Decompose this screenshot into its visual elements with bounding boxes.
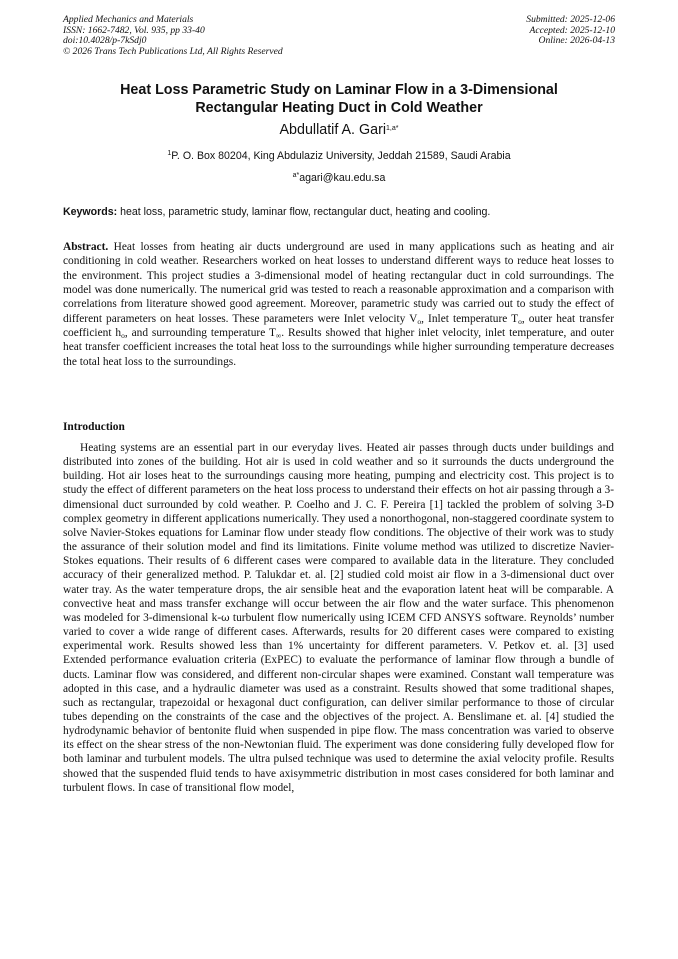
- header-right: [526, 15, 615, 47]
- online-date: Online: 2026-04-13: [538, 35, 615, 47]
- copyright: © 2026 Trans Tech Publications Ltd, All Rights Reserved: [63, 45, 283, 57]
- title-line-1: Heat Loss Parametric Study on Laminar Flow in a 3-Dimensional: [120, 82, 558, 98]
- abstract: [63, 240, 614, 369]
- title-line-2: Rectangular Heating Duct in Cold Weather: [195, 99, 483, 116]
- accepted-date: Accepted: 2025-12-10: [529, 24, 615, 36]
- abstract-sub-4: ∞: [275, 331, 282, 341]
- affiliation-superscript: 1: [167, 150, 172, 157]
- abstract-text-5: . Results showed that higher inlet velocity, inlet temperature, and outer heat transfer coefficient increases the total heat loss to the surroundings while higher surrounding temperature decreases the total heat loss to the surroundings.: [63, 327, 614, 368]
- abstract-text-1: Heat losses from heating air ducts underground are used in many applications such as heating and air conditioning in cold weather. Researchers worked on heat losses to understand different ways to reduce heat losses to the environment. This project studies a 3-dimensional model of heating rectangular duct in cold surroundings. The model was done numerically. The numerical grid was tested to reach a reasonable approximation and a comparison with correlations from literature showed good agreement. Moreover, parametric study was carried out to study the effect of different parameters on heat losses. These parameters were Inlet velocity V: [63, 241, 614, 325]
- abstract-text-2: , Inlet temperature T: [421, 312, 519, 325]
- intro-text-1: Heating systems are an essential part in our everyday lives. Heated air passes through ducts under buildings and distributed into zones of the building. Hot air is used in cold weather and so it surrounds the ducts underground the building. Hot air loses heat to the surroundings causing more heating, pumping and electricity cost. This project is to study the effect of different parameters on the heat loss process to understand their effects on hot air passing through a 3-dimensional duct surrounded by cold weather. P. Coelho and J. C. F. Pereira [1] tackled the problem of solving 3-D complex geometry in different applications numerically. They used a nonorthogonal, non-staggered coordinate system to solve Navier-Stokes equations for Laminar flow under steady flow conditions. The objective of their work was to study the assurance of their solution model and find its limitations. Finite volume method was utilized to discretize Navier-Stokes equations. Their results of 6 different cases were compared to available data in the literature. They concluded accuracy of their generalized method. P. Talukdar et. al. [2] studied cold moist air flow in a 3-dimensional duct over water tray. As the water temperature drops, the air sensible heat and the evaporation latent heat will be comparable. A convective heat and mass transfer exchange will occur between the air flow and the water surface. This phenomenon was modeled for 3-dimensional k-: [63, 442, 614, 624]
- doi[interactable]: doi:10.4028/p-7kSdj0: [63, 35, 147, 47]
- author-name: Abdullatif A. Gari: [279, 122, 387, 138]
- keywords-text: heat loss, parametric study, laminar flow, rectangular duct, heating and cooling.: [120, 206, 491, 218]
- email-superscript: a*: [292, 172, 300, 179]
- omega-symbol: ω: [221, 611, 230, 624]
- email-line: [40, 172, 638, 185]
- header-left: [63, 15, 283, 57]
- abstract-label: Abstract.: [63, 241, 109, 253]
- introduction-heading: Introduction: [63, 421, 125, 433]
- paper-title: [40, 82, 638, 117]
- abstract-sub-3: o: [121, 331, 125, 341]
- abstract-sub-1: o: [417, 316, 422, 326]
- email-address[interactable]: agari@kau.edu.sa: [299, 172, 386, 184]
- abstract-text-4: , and surrounding temperature T: [124, 327, 276, 340]
- intro-text-2: turbulent flow numerically using ICEM CFD ANSYS software. Reynolds’ number varied to cover a wide range of different cases. Afterwards, results for 20 different cases were compared to existing experimental work. Results showed less than 1% uncertainty for different parameters. V. Petkov et. al. [3] used Extended performance evaluation criteria (ExPEC) to evaluate the performance of laminar flow through a bundle of ducts. Laminar flow was considered, and different non-circular shapes were examined. Constant wall temperature was adopted in this case, and a hydraulic diameter was used as a constraint. Results showed that some traditional shapes, such as rectangular, trapezoidal or hexagonal duct configuration, can deliver similar performance to those of circular tubes depending on the constraints of the case and the objectives of the project. A. Benslimane et. al. [4] studied the hydrodynamic behavior of bentonite fluid when suspended in pipe flow. The mass concentration was varied to observe its effect on the shear stress of the non-Newtonian fluid. The experiment was done considering fully developed flow for both laminar and turbulent models. The ultra pulsed technique was used to determine the axial velocity profile. Results showed that the suspended fluid tends to have axisymmetric distribution in most cases considered for both laminar and turbulent flows. In case of transitional flow model,: [63, 611, 614, 794]
- abstract-text-3: , outer heat transfer coefficient h: [63, 312, 614, 340]
- author-superscript: 1,a*: [386, 125, 399, 132]
- keywords: [63, 206, 616, 219]
- issn: ISSN: 1662-7482, Vol. 935, pp 33-40: [63, 24, 205, 36]
- submitted-date: Submitted: 2025-12-06: [526, 14, 615, 25]
- affiliation: [40, 150, 638, 163]
- journal-name: Applied Mechanics and Materials: [63, 14, 194, 25]
- introduction-body: [63, 441, 614, 795]
- keywords-label: Keywords:: [63, 206, 118, 218]
- author-line: [40, 122, 638, 139]
- affiliation-text: P. O. Box 80204, King Abdulaziz University, Jeddah 21589, Saudi Arabia: [171, 150, 511, 162]
- abstract-sub-2: o: [518, 316, 522, 326]
